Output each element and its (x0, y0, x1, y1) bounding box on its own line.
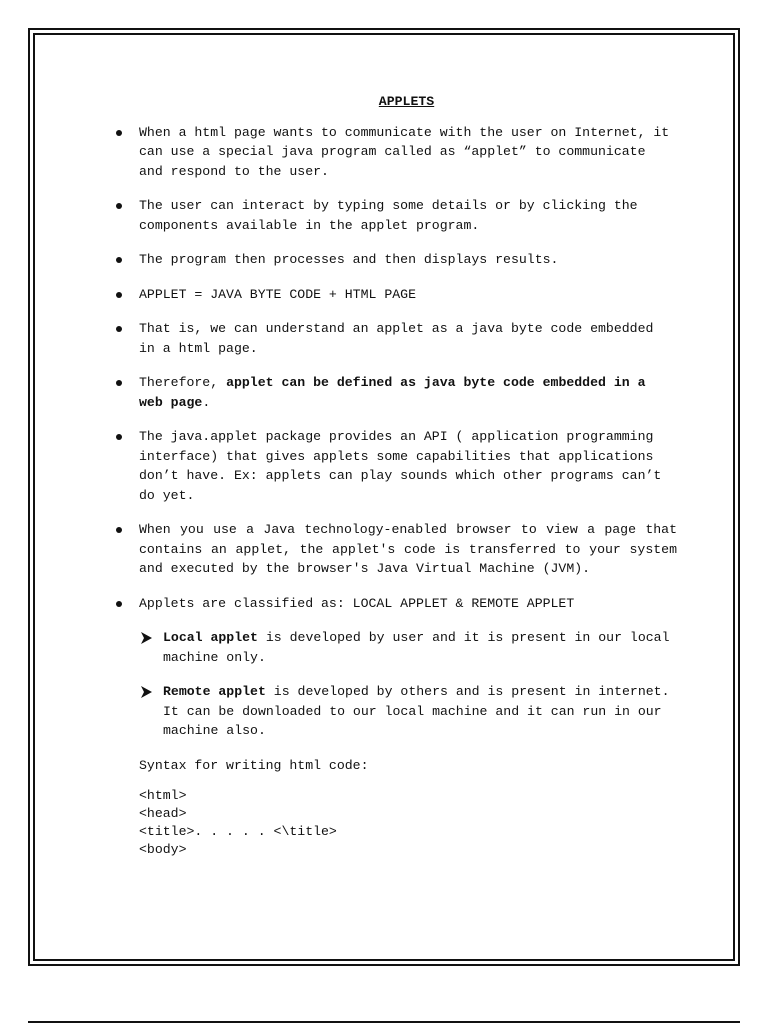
bullet-icon (116, 601, 122, 607)
definition-bold-text: applet can be defined as java byte code embedded in a web page (139, 375, 646, 410)
code-block (112, 787, 677, 859)
page-title: APPLETS (378, 94, 435, 109)
sub-item-text: is developed by others and is present in internet. It can be downloaded to our local machine and it can run in our machine also. (163, 684, 670, 738)
bullet-text: When you use a Java technology-enabled browser to view a page that contains an applet, the applet's code is transferred to your system and executed by the browser's Java Virtual Machine (JVM). (139, 522, 677, 576)
bullet-text-suffix: . (202, 394, 211, 410)
bullet-icon (116, 257, 122, 263)
list-item (112, 285, 677, 305)
bullet-icon (116, 527, 122, 533)
footer-rule (28, 1021, 740, 1023)
sub-item-text: is developed by user and it is present in our local machine only. (163, 630, 670, 665)
list-item (112, 520, 677, 579)
code-line: <html> (139, 788, 187, 803)
bullet-text: Applets are classified as: LOCAL APPLET & REMOTE APPLET (139, 595, 575, 611)
list-item (112, 196, 677, 235)
bullet-icon (116, 292, 122, 298)
sub-item-title: Remote applet (163, 684, 266, 699)
list-item (112, 123, 677, 182)
list-item (112, 319, 677, 358)
bullet-text: When a html page wants to communicate with the user on Internet, it can use a special java program called as “applet” to communicate and respond to the user. (139, 124, 670, 179)
bullet-text: The user can interact by typing some details or by clicking the components available in the applet program. (139, 198, 638, 233)
arrowhead-bullet-icon (141, 632, 152, 644)
sub-list-item (139, 682, 677, 741)
bullet-icon (116, 434, 122, 440)
list-item (112, 594, 677, 614)
bullet-icon (116, 380, 122, 386)
code-line: <title>. . . . . <\title> (139, 824, 337, 839)
code-line: <body> (139, 842, 187, 857)
sub-list (112, 628, 677, 741)
sub-list-item (139, 628, 677, 667)
bullet-icon (116, 203, 122, 209)
bullet-icon (116, 326, 122, 332)
bullet-text: The program then processes and then displays results. (139, 252, 559, 267)
document-content (112, 92, 677, 859)
list-item (112, 427, 677, 505)
list-item (112, 250, 677, 270)
bullet-icon (116, 130, 122, 136)
sub-item-title: Local applet (163, 630, 258, 645)
list-item (112, 373, 677, 412)
bullet-text: The java.applet package provides an API ( application programming interface) that gives applets some capabilities that applications don’t have. Ex: applets can play sounds which other programs can’t do yet. (139, 429, 662, 503)
bullet-text-prefix: Therefore, (139, 375, 227, 390)
bullet-list (112, 123, 677, 614)
bullet-text: That is, we can understand an applet as a java byte code embedded in a html page. (139, 321, 654, 356)
bullet-text: APPLET = JAVA BYTE CODE + HTML PAGE (139, 286, 416, 302)
code-line: <head> (139, 806, 187, 821)
syntax-label: Syntax for writing html code: (139, 757, 369, 773)
arrowhead-bullet-icon (141, 686, 152, 698)
